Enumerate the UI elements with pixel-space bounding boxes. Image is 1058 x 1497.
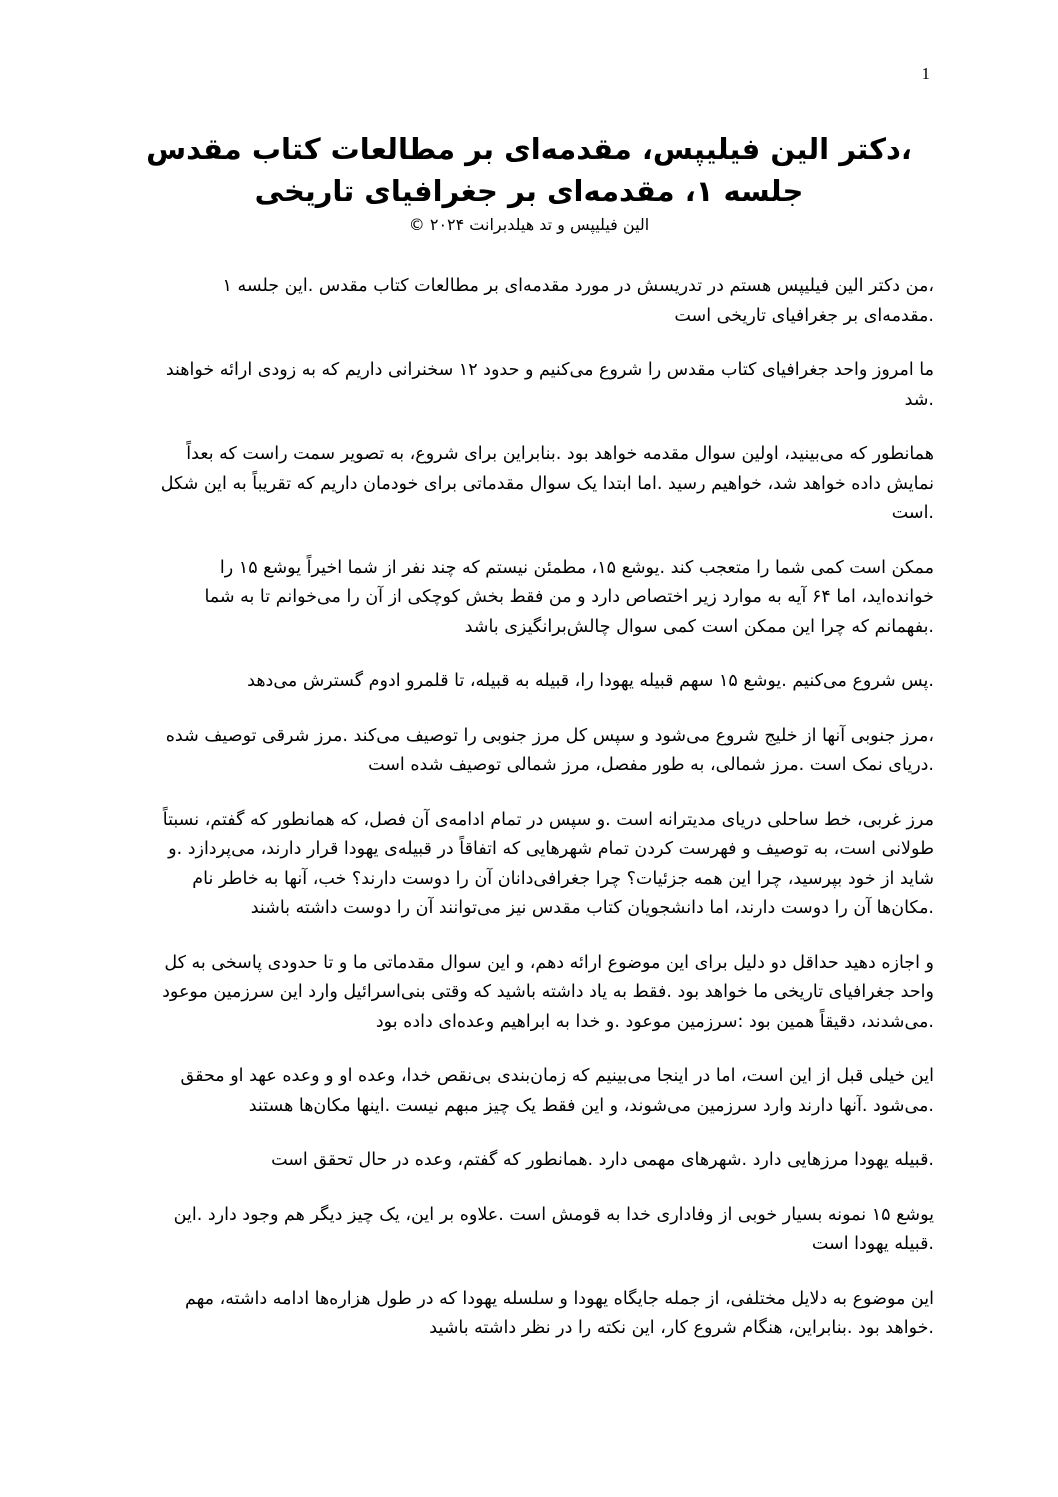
paragraph-line: خوانده‌اید، اما ۶۴ آیه به موارد زیر اختصاص دارد و من فقط بخش کوچکی از آن را می‌خوانم تا به شما [204, 587, 934, 607]
paragraph-line: این خیلی قبل از این است، اما در اینجا می‌بینیم که زمان‌بندی بی‌نقص خدا، وعده او و وعده عهد او محقق [180, 1066, 934, 1086]
paragraph-line: .قبیله یهودا است [811, 1234, 934, 1254]
paragraph-10 [128, 1146, 934, 1176]
document-body [128, 272, 934, 1369]
paragraph-line: این موضوع به دلایل مختلفی، از جمله جایگاه یهودا و سلسله یهودا که در طول هزاره‌ها ادامه داشته، مهم [184, 1288, 934, 1309]
paragraph-3 [128, 440, 934, 529]
paragraph-line: .دریای نمک است .مرز شمالی، به طور مفصل، مرز شمالی توصیف شده است [368, 755, 934, 775]
paragraph-1 [128, 272, 934, 331]
paragraph-9 [128, 1062, 934, 1121]
paragraph-line: ما امروز واحد جغرافیای کتاب مقدس را شروع می‌کنیم و حدود ۱۲ سخنرانی داریم که به زودی ارائه خواهند [165, 360, 934, 380]
paragraph-line: .مکان‌ها آن را دوست دارند، اما دانشجویان کتاب مقدس نیز می‌توانند آن را دوست داشته باشند [250, 898, 934, 918]
paragraph-line: ،من دکتر الین فیلیپس هستم در تدریسش در مورد مقدمه‌ای بر مطالعات کتاب مقدس .این جلسه ۱ [222, 276, 934, 296]
document-title [128, 128, 930, 212]
paragraph-line: ممکن است کمی شما را متعجب کند .یوشع ۱۵، مطمئن نیستم که چند نفر از شما اخیراً یوشع ۱۵ را [219, 557, 934, 578]
paragraph-line: و اجازه دهید حداقل دو دلیل برای این موضوع ارائه دهم، و این سوال مقدماتی ما و تا حدودی پاسخی به کل [164, 952, 934, 973]
paragraph-11 [128, 1201, 934, 1260]
paragraph-2 [128, 356, 934, 415]
title-line-2: جلسه ۱، مقدمه‌ای بر جغرافیای تاریخی [254, 174, 804, 208]
copyright-byline: الین فیلیپس و تد هیلدبرانت ۲۰۲۴ © [408, 215, 650, 234]
paragraph-line: .پس شروع می‌کنیم .یوشع ۱۵ سهم قبیله یهودا را، قبیله به قبیله، تا قلمرو ادوم گسترش می‌دهد [247, 671, 934, 691]
paragraph-line: .قبیله یهودا مرزهایی دارد .شهرهای مهمی دارد .همانطور که گفتم، وعده در حال تحقق است [271, 1150, 934, 1170]
paragraph-line: طولانی است، به توصیف و فهرست کردن تمام شهرهایی که اتفاقاً در قبیله‌ی یهودا قرار دارند، می‌پردازد .و [168, 839, 934, 859]
paragraph-line: .بفهمانم که چرا این ممکن است کمی سوال چالش‌برانگیزی باشد [464, 616, 934, 637]
paragraph-4 [128, 554, 934, 643]
paragraph-line: مرز غربی، خط ساحلی دریای مدیترانه است .و سپس در تمام ادامه‌ی آن فصل، که همانطور که گفتم، نسبتاً [162, 809, 934, 830]
paragraph-6 [128, 722, 934, 781]
paragraph-12 [128, 1285, 934, 1344]
paragraph-7 [128, 806, 934, 924]
paragraph-line: .می‌شدند، دقیقاً همین بود :سرزمین موعود .و خدا به ابراهیم وعده‌ای داده بود [375, 1011, 934, 1032]
paragraph-line: نمایش داده خواهد شد، خواهیم رسید .اما ابتدا یک سوال مقدماتی برای خودمان داریم که تقریباً به این شکل [160, 473, 934, 494]
paragraph-line: شاید از خود بپرسید، چرا این همه جزئیات؟ چرا جغرافی‌دانان آن را دوست دارند؟ خب، آنها به خاطر نام [192, 868, 934, 889]
title-line-1: ،دکتر الین فیلیپس، مقدمه‌ای بر مطالعات کتاب مقدس [146, 132, 912, 166]
paragraph-line: ،مرز جنوبی آنها از خلیج شروع می‌شود و سپس کل مرز جنوبی را توصیف می‌کند .مرز شرقی توصیف شده [165, 725, 934, 746]
paragraph-line: .مقدمه‌ای بر جغرافیای تاریخی است [674, 305, 934, 326]
paragraph-line: .شد [904, 389, 934, 410]
paragraph-8 [128, 949, 934, 1038]
paragraph-line: همانطور که می‌بینید، اولین سوال مقدمه خواهد بود .بنابراین برای شروع، به تصویر سمت راست که بعداً [186, 444, 934, 464]
paragraph-line: .می‌شود .آنها دارند وارد سرزمین می‌شوند، و این فقط یک چیز مبهم نیست .اینها مکان‌ها هستند [248, 1095, 934, 1116]
paragraph-line: .خواهد بود .بنابراین، هنگام شروع کار، این نکته را در نظر داشته باشید [429, 1318, 934, 1338]
document-header [128, 128, 930, 238]
paragraph-line: واحد جغرافیای تاریخی ما خواهد بود .فقط به یاد داشته باشید که وقتی بنی‌اسرائیل وارد این سرزمین موعود [162, 982, 934, 1002]
paragraph-5 [128, 667, 934, 697]
paragraph-line: .است [891, 503, 934, 523]
page-number: 1 [921, 64, 930, 83]
paragraph-line: یوشع ۱۵ نمونه بسیار خوبی از وفاداری خدا به قومش است .علاوه بر این، یک چیز دیگر هم وجود دارد .این [173, 1204, 934, 1225]
